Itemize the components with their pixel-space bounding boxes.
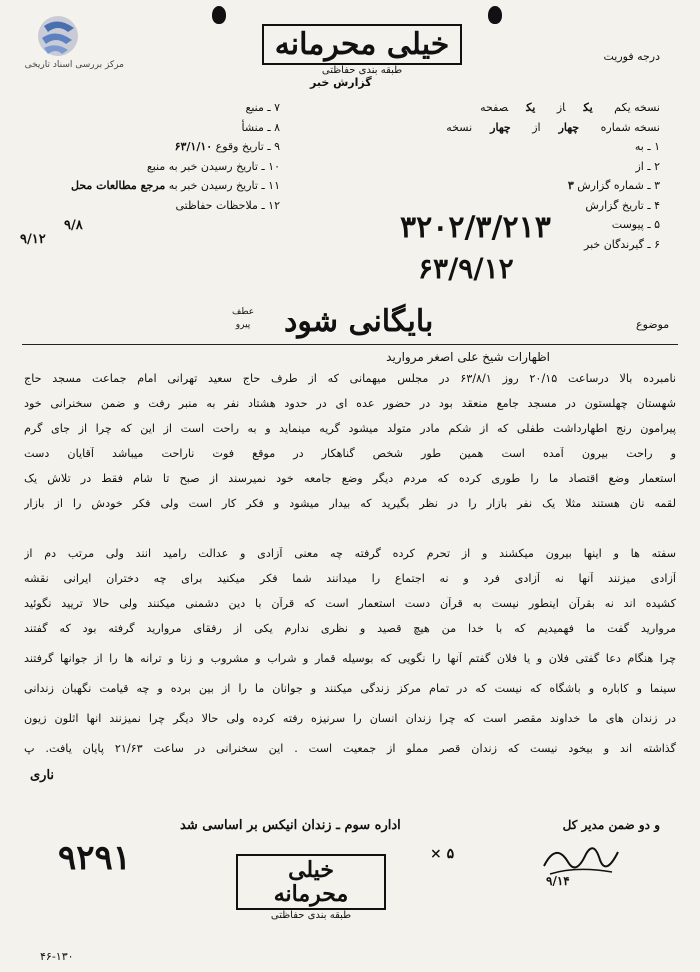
subject-value: بایگانی شود [284, 304, 434, 339]
signature-note: و دو ضمن مدیر کل [562, 818, 660, 832]
report-title: گزارش خبر [310, 76, 372, 89]
archive-logo-icon [22, 14, 86, 62]
registry-number: ۳۲۰۲/۳/۲۱۳ [400, 210, 551, 245]
stamp-bottom-subtitle: طبقه بندی حفاظتی [270, 910, 352, 922]
field-date-occurrence-value: ۶۳/۱/۱۰ [174, 140, 213, 153]
field-copy-one: نسخه یکم یکاز یکصفحه [480, 101, 660, 114]
body-line: گذاشته اند و بیخود نیست که زندان قصر مملو از جمعیت است . این سخنرانی در ساعت ۲۱/۶۳ پایان یافت. پ [24, 742, 676, 755]
signature-date: ۹/۱۴ [546, 874, 570, 888]
field-date-received-source: ۱۰ ـ تاریخ رسیدن خبر به منبع [146, 159, 280, 173]
body-line: لقمه نان هستند مثلا یک نفر بازار را در نظر بگیرید که بیدار میشود و فکر کار است ولی فکر خودش را از بازار [24, 497, 676, 510]
field-origin: ۸ ـ منشأ [241, 120, 280, 134]
page-number: ۴۶-۱۳۰ [40, 950, 74, 963]
stamp-bottom [236, 854, 386, 921]
bottom-number: ۹۲۹۱ [58, 838, 132, 878]
subject-label: موضوع [636, 318, 670, 331]
body-line: کشیده اند نه بقرآن اینطور نیست به قرآن دست استعمار است که قرآن با دین دشمنی میکنند ولی حالا تریید نگوئید [24, 597, 676, 610]
stamp-top-subtitle: طبقه بندی حفاظتی [321, 65, 403, 76]
body-subtitle: اظهارات شیخ علی اصغر مروارید [386, 350, 550, 364]
body-line: چرا هنگام دعا گفتی فلان و یا فلان گفتم آنها را نگویی که بوسیله قمار و شراب و مشروب و زنا و ترانه ها را از جوانها گرفتند [24, 652, 676, 665]
body-line: پیرامون رنج اطهارداشت طفلی که از شکم مادر متولد میشود گریه مینماید و به راحت است از این که چرا از جای گرم [24, 422, 676, 435]
stamp-bottom-title: خیلی محرمانه [236, 854, 386, 910]
field-recipients: ۶ ـ گیرندگان خبر [584, 237, 660, 251]
left-field-list [60, 98, 280, 215]
field-source: ۷ ـ منبع [245, 101, 280, 114]
field-security-notes: ۱۲ ـ ملاحظات حفاظتی [175, 198, 280, 212]
field-from: ۲ ـ از [635, 159, 660, 173]
footer-note: اداره سوم ـ زندان انیکس بر اساسی شد [180, 818, 401, 833]
left-date-1: ۹/۸ [64, 218, 83, 233]
field-attachment: ۵ ـ پیوست [611, 218, 660, 231]
left-date-2: ۹/۱۲ [20, 232, 46, 247]
body-line: سینما و کاباره و باشگاه که نیست که در تمام مرکز زندگی میکنند و جوانان ما را از بین برده و چه قیامت نگهبان زندانی [24, 682, 676, 695]
body-line: شهستان چهلستون در مسجد جامع منعقد بود در حضور عده ای در حدود هشتاد نفر به منبر رفت و ضمن سخنرانی خود [24, 397, 676, 410]
field-date-occurrence: ۹ ـ تاریخ وقوع ۶۳/۱/۱۰ [174, 140, 280, 153]
punch-hole-right [488, 6, 502, 24]
body-line: استعمار وضع اقتصاد ما را طوری کرده که مردم دیگر وضع جامعه خود نمیرسند از صبح تا شام فقط در تلاش یک [24, 472, 676, 485]
field-date-received: ۱۱ ـ تاریخ رسیدن خبر به مرجع مطالعات محل [70, 179, 280, 192]
body-line: آزادی میزنند آنها نه آزادی فرد و نه اجتماع را میدانند شما فکر میکنید برای چه دختران ایرانی نقشه [24, 572, 676, 585]
margin-note: ناری [30, 768, 55, 783]
priority-label: درجه فوریت [603, 50, 660, 63]
body-line: سفته ها و اینها بیرون میکشند و از تحرم کرده گرفته چه معنی آزادی و عدالت رامید انند ولی مرتب دم از [24, 547, 676, 560]
field-copy-number: نسخه شماره چهاراز چهارنسخه [446, 120, 660, 134]
stamp-top-title: خیلی محرمانه [262, 24, 462, 65]
body-line: و راحت بیرون آمده است همین طور شخص گناهکار در موقع فوت ناراحت میباشد آقایان دست [24, 447, 676, 460]
body-line: نامبرده بالا درساعت ۲۰/۱۵ روز ۶۳/۸/۱ در مجلس میهمانی که از طرف حاج سعید تهرانی امام جماعت مسجد حاج [24, 372, 676, 385]
bottom-mark: × ۵ [430, 846, 455, 862]
field-received-by-value: مرجع مطالعات محل [70, 179, 166, 192]
registry-date: ۶۳/۹/۱۲ [418, 252, 514, 285]
logo-text: مرکز بررسی اسناد تاریخی [24, 60, 124, 70]
body-line: در زندان های ما خداوند مقصر است که چرا زندان انسان را سرنیزه رفته کرده ولی حالا دیگر چرا نمیزنند انها اثلون زیون [24, 712, 676, 725]
field-report-date: ۴ ـ تاریخ گزارش [585, 198, 660, 212]
field-report-number: ۳ ـ شماره گزارش ۳ [567, 179, 660, 192]
subject-rule [22, 344, 678, 345]
field-to: ۱ ـ به [634, 140, 660, 153]
punch-hole-left [212, 6, 226, 24]
reference-labels: عطف پیرو [232, 307, 255, 330]
stamp-top [262, 24, 462, 76]
body-line: مروارید گفت ما فهمیدیم که با خدا من هیچ قصید و نظری ندارم یکی از رفقای مروارید گرفته بود که گفتند [24, 622, 676, 635]
